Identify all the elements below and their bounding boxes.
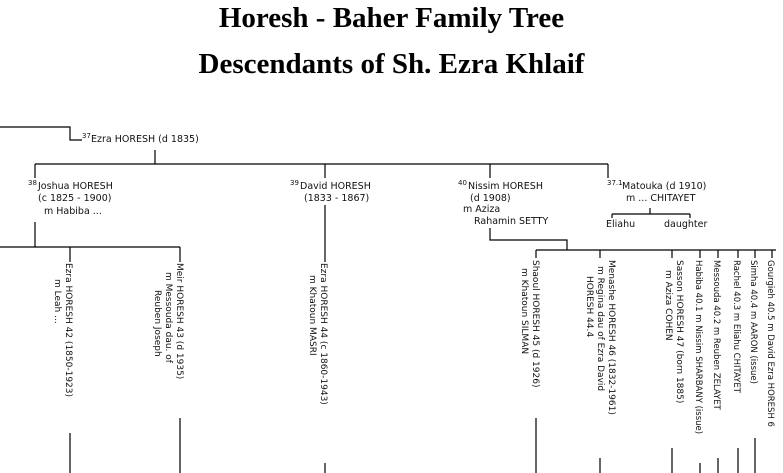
person-nissim <box>458 179 548 227</box>
person-rachel-40-3 <box>731 260 741 394</box>
person-shaoul-45 <box>519 260 540 387</box>
david-line-1: David HORESH <box>300 181 371 192</box>
joshua-number: 38 <box>28 179 37 187</box>
menashe46-line-1: Menashe HORESH 46 (1832-1961) <box>606 260 616 415</box>
menashe46-line-2: m Regina dau of Ezra David <box>595 266 605 392</box>
person-meir-43 <box>152 263 184 379</box>
sasson47-line-1: Sasson HORESH 47 (born 1885) <box>674 260 684 404</box>
david-number: 39 <box>290 179 299 187</box>
nissim-number: 40 <box>458 179 467 187</box>
title-line-1: Horesh - Baher Family Tree <box>218 2 565 34</box>
person-joshua <box>28 179 113 217</box>
messouda-line-1: Messouda 40.2 m Reuben ZELAYET <box>711 260 721 410</box>
shaoul45-line-2: m Khatoun SILMAN <box>519 268 529 355</box>
person-ezra-44 <box>307 263 328 405</box>
root-number: 37 <box>82 132 91 140</box>
person-gourgieh-40-5 <box>765 260 775 427</box>
person-sasson-47 <box>663 260 684 403</box>
matouka-child-daughter: daughter <box>664 219 708 230</box>
meir43-line-1: Meir HORESH 43 (d 1935) <box>174 263 184 380</box>
sasson47-line-2: m Aziza COHEN <box>663 270 673 341</box>
person-david <box>290 179 371 204</box>
simha-line-1: Simha 40.4 m AARON (issue) <box>748 260 758 384</box>
joshua-line-2: (c 1825 - 1900) <box>38 193 112 204</box>
menashe46-line-3: HORESH 44.4 <box>584 276 594 338</box>
david-line-2: (1833 - 1867) <box>304 193 370 204</box>
person-messouda-40-2 <box>711 260 721 411</box>
joshua-line-1: Joshua HORESH <box>38 181 113 192</box>
gourgieh-line-1: Gourgieh 40.5 m David Ezra HORESH 6 <box>765 260 775 427</box>
meir43-line-3: Reuben Joseph <box>152 290 162 357</box>
matouka-line-1: Matouka (d 1910) <box>622 181 707 192</box>
ezra44-line-1: Ezra HORESH 44 (c 1860-1943) <box>318 263 328 405</box>
habiba-line-1: Habiba 40.1 m Nissim SHARBANY (issue) <box>693 260 703 435</box>
matouka-number: 37.1 <box>607 179 623 187</box>
person-menashe-46 <box>584 260 616 415</box>
root-name: Ezra HORESH (d 1835) <box>91 134 199 145</box>
joshua-line-3: m Habiba ... <box>44 206 102 217</box>
matouka-line-2: m ... CHITAYET <box>626 193 696 204</box>
nissim-line-1: Nissim HORESH <box>468 181 543 192</box>
ezra44-line-2: m Khatoun MASRI <box>307 275 317 356</box>
rachel-line-1: Rachel 40.3 m Eliahu CHITAYET <box>731 260 741 393</box>
shaoul45-line-1: Shaoul HORESH 45 (d 1926) <box>530 260 540 388</box>
person-ezra-42 <box>52 263 73 397</box>
nissim-line-3: m Aziza <box>463 204 501 215</box>
meir43-line-2: m Messouda dau. of <box>163 272 173 363</box>
matouka-child-eliahu: Eliahu <box>606 219 636 230</box>
nissim-line-4: Rahamin SETTY <box>474 216 549 227</box>
matouka-children-bar <box>612 214 690 218</box>
ezra42-line-2: m Leah ... <box>52 279 62 324</box>
person-habiba-40-1 <box>693 260 703 434</box>
person-simha-40-4 <box>748 260 758 384</box>
root-left-connector <box>0 127 82 140</box>
person-matouka <box>606 179 707 230</box>
nissim-line-2: (d 1908) <box>470 193 511 204</box>
title-line-2: Descendants of Sh. Ezra Khlaif <box>198 48 585 80</box>
root-person <box>82 132 199 145</box>
ezra42-line-1: Ezra HORESH 42 (1850-1923) <box>63 263 73 398</box>
nissim-stem <box>490 228 567 250</box>
